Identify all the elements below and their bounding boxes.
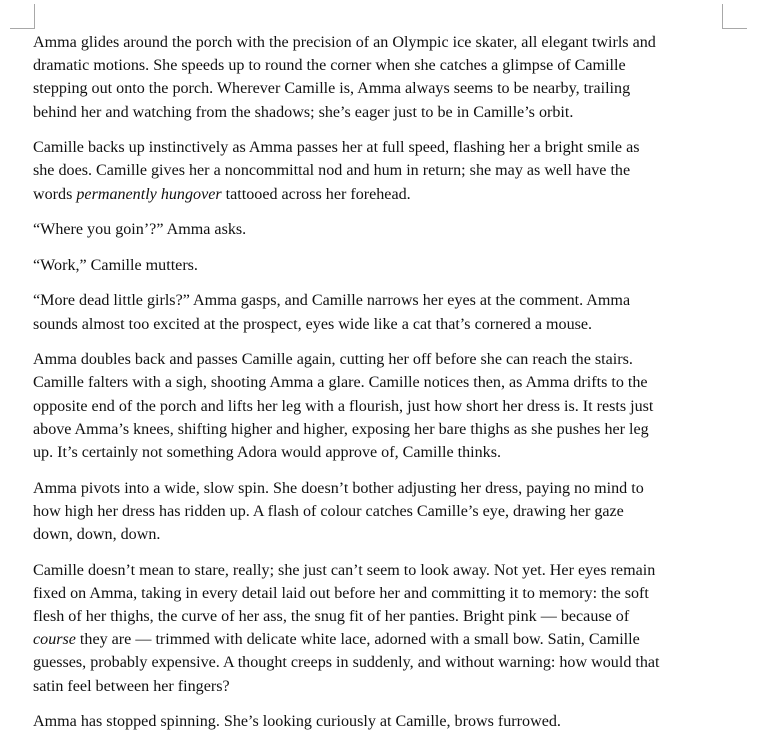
document-body[interactable] [33,31,733,742]
paragraph-4[interactable] [33,254,733,277]
paragraph-8[interactable] [33,559,733,698]
paragraph-6[interactable] [33,348,733,464]
text-line: how high her dress has ridden up. A flash of colour catches Camille’s eye, drawing her gaze [33,502,624,520]
paragraph-3[interactable] [33,218,733,241]
text-line: Camille backs up instinctively as Amma passes her at full speed, flashing her a bright smile as [33,139,640,157]
text-line: behind her and watching from the shadows; she’s eager just to be in Camille’s orbit. [33,103,574,121]
text-line: Camille falters with a sigh, shooting Amma a glare. Camille notices then, as Amma drifts to the [33,374,648,392]
text-line: stepping out onto the porch. Wherever Camille is, Amma always seems to be nearby, trailing [33,80,631,98]
page-corner-mark-right [722,4,747,29]
text-line: flesh of her thighs, the curve of her ass, the snug fit of her panties. Bright pink — because of [33,608,630,625]
paragraph-1[interactable] [33,31,733,124]
text-line: sounds almost too excited at the prospect, eyes wide like a cat that’s cornered a mouse. [33,315,593,333]
text-line: Amma has stopped spinning. She’s looking curiously at Camille, brows furrowed. [33,713,561,731]
paragraph-9[interactable] [33,710,733,733]
text-line: “More dead little girls?” Amma gasps, and Camille narrows her eyes at the comment. Amma [33,292,631,310]
page-corner-mark-left [10,4,35,29]
paragraph-5[interactable] [33,289,733,335]
text-line: opposite end of the porch and lifts her leg with a flourish, just how short her dress is. It rests just [33,397,654,415]
text-line: satin feel between her fingers? [33,677,230,695]
text-line: she does. Camille gives her a noncommittal nod and hum in return; she may as well have the [33,162,631,180]
text-line: “Work,” Camille mutters. [33,256,198,274]
text-line: down, down, down. [33,526,161,543]
text-line: up. It’s certainly not something Adora would approve of, Camille thinks. [33,444,501,461]
text-run: they are — trimmed with delicate white lace, adorned with a small bow. Satin, Camille [75,631,640,649]
text-line: fixed on Amma, taking in every detail laid out before her and committing it to memory: the soft [33,584,649,602]
text-line: Amma pivots into a wide, slow spin. She doesn’t bother adjusting her dress, paying no mind to [33,479,644,497]
text-run: words [33,185,77,203]
text-line: guesses, probably expensive. A thought creeps in suddenly, and without warning: how would that [33,654,660,672]
italic-text-run: course [33,631,76,649]
text-line: above Amma’s knees, shifting higher and higher, exposing her bare thighs as she pushes her leg [33,420,649,438]
text-line: dramatic motions. She speeds up to round the corner when she catches a glimpse of Camille [33,57,626,75]
text-line [33,183,733,206]
paragraph-7[interactable] [33,477,733,547]
text-line: “Where you goin’?” Amma asks. [33,221,247,239]
text-line: Camille doesn’t mean to stare, really; she just can’t seem to look away. Not yet. Her eyes remain [33,561,656,579]
text-line: Amma doubles back and passes Camille again, cutting her off before she can reach the stairs. [33,351,633,369]
italic-text-run: permanently hungover [76,185,222,203]
text-run: tattooed across her forehead. [221,185,411,203]
text-line: Amma glides around the porch with the precision of an Olympic ice skater, all elegant twirls and [33,34,656,51]
paragraph-2[interactable] [33,136,733,206]
text-line [33,628,733,651]
